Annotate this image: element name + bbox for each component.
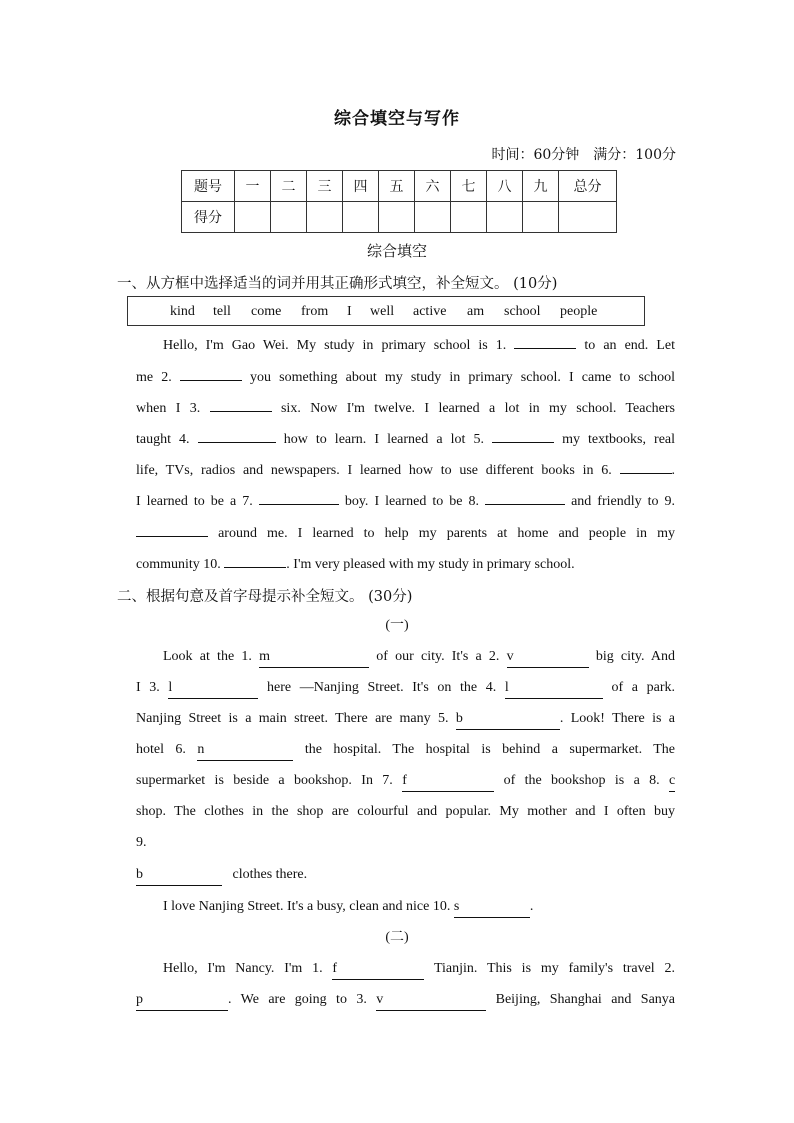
text: my textbooks, real xyxy=(562,432,676,447)
table-cell: 七 xyxy=(451,171,487,202)
text: supermarket is beside a bookshop. In 7. xyxy=(136,773,393,788)
answer-blank-1[interactable] xyxy=(514,334,576,349)
score-cell[interactable] xyxy=(415,202,451,233)
passage-line xyxy=(136,771,675,792)
passage-line xyxy=(136,428,675,450)
hint-blank-1[interactable]: m xyxy=(259,647,369,668)
word-option: am xyxy=(467,304,485,319)
hint-blank-2[interactable]: v xyxy=(507,647,589,668)
text: . We are going to 3. xyxy=(228,992,367,1007)
text: Hello, I'm Gao Wei. My study in primary school is 1. xyxy=(163,338,507,353)
text: boy. I learned to be 8. xyxy=(344,494,479,509)
text: taught 4. xyxy=(136,432,190,447)
score-cell[interactable] xyxy=(307,202,343,233)
passage-line xyxy=(136,990,675,1011)
passage-line xyxy=(163,334,675,356)
text: I love Nanjing Street. It's a busy, clean and nice 10. xyxy=(163,899,451,914)
text: . xyxy=(529,899,534,914)
passage-line xyxy=(163,959,675,980)
hint-blank-p2-2[interactable]: p xyxy=(136,990,228,1011)
word-option: from xyxy=(301,304,329,319)
table-cell: 四 xyxy=(343,171,379,202)
text: community 10. xyxy=(136,557,221,572)
score-cell[interactable] xyxy=(559,202,617,233)
answer-blank-7[interactable] xyxy=(259,490,339,505)
answer-blank-9[interactable] xyxy=(136,522,208,537)
text: Hello, I'm Nancy. I'm 1. xyxy=(163,961,323,976)
passage-line xyxy=(136,459,675,481)
passage-line xyxy=(136,366,675,388)
section1-heading: 一、从方框中选择适当的词并用其正确形式填空，补全短文。 (10分) xyxy=(117,276,558,292)
text: around me. I learned to help my parents at home and people in my xyxy=(218,526,675,541)
text: and friendly to 9. xyxy=(571,494,676,509)
table-cell: 一 xyxy=(235,171,271,202)
hint-blank-p2-1[interactable]: f xyxy=(332,959,424,980)
passage-line xyxy=(136,740,675,761)
text: clothes there. xyxy=(232,867,308,882)
text: Nanjing Street is a main street. There are many 5. xyxy=(136,711,449,726)
text: 9. xyxy=(136,835,147,850)
word-option: school xyxy=(504,304,541,319)
passage-line xyxy=(136,553,675,575)
word-option: people xyxy=(560,304,598,319)
page-title: 综合填空与写作 xyxy=(334,109,460,129)
hint-blank-3[interactable]: l xyxy=(168,678,258,699)
score-table-header-row xyxy=(182,171,617,202)
score-cell[interactable] xyxy=(523,202,559,233)
text: here —Nanjing Street. It's on the 4. xyxy=(267,680,497,695)
section2-heading: 二、根据句意及首字母提示补全短文。 (30分) xyxy=(117,589,413,605)
text: me 2. xyxy=(136,370,172,385)
part1-label: (一) xyxy=(385,618,409,633)
score-cell[interactable] xyxy=(235,202,271,233)
score-cell[interactable] xyxy=(487,202,523,233)
text: of a park. xyxy=(611,680,675,695)
text: . xyxy=(671,463,676,478)
text: the hospital. The hospital is behind a supermarket. The xyxy=(304,742,676,757)
table-cell: 总分 xyxy=(559,171,617,202)
score-cell[interactable] xyxy=(451,202,487,233)
text: shop. The clothes in the shop are colourful and popular. My mother and I often buy xyxy=(136,804,675,819)
hint-blank-4[interactable]: l xyxy=(505,678,603,699)
text: big city. And xyxy=(595,649,676,664)
text: Tianjin. This is my family's travel 2. xyxy=(433,961,676,976)
passage-line xyxy=(163,897,675,918)
word-option: kind xyxy=(170,304,195,319)
text: to an end. Let xyxy=(584,338,676,353)
passage-line xyxy=(136,678,675,699)
word-option: tell xyxy=(213,304,231,319)
score-cell[interactable] xyxy=(379,202,415,233)
text: . I'm very pleased with my study in primary school. xyxy=(286,557,575,572)
word-option: come xyxy=(251,304,282,319)
table-cell: 八 xyxy=(487,171,523,202)
passage-line xyxy=(136,709,675,730)
text: hotel 6. xyxy=(136,742,186,757)
text: . Look! There is a xyxy=(559,711,676,726)
answer-blank-2[interactable] xyxy=(180,366,242,381)
hint-blank-5[interactable]: b xyxy=(456,709,560,730)
table-cell: 三 xyxy=(307,171,343,202)
text: I learned to be a 7. xyxy=(136,494,253,509)
answer-blank-6[interactable] xyxy=(620,459,672,474)
text: you something about my study in primary school. I came to school xyxy=(250,370,676,385)
text: Beijing, Shanghai and Sanya xyxy=(495,992,676,1007)
text: when I 3. xyxy=(136,401,201,416)
table-cell: 二 xyxy=(271,171,307,202)
answer-blank-4[interactable] xyxy=(198,428,276,443)
answer-blank-3[interactable] xyxy=(210,397,272,412)
answer-blank-8[interactable] xyxy=(485,490,565,505)
hint-blank-8[interactable]: c xyxy=(669,771,675,792)
part2-label: (二) xyxy=(385,930,409,945)
table-cell: 得分 xyxy=(182,202,235,233)
text: of our city. It's a 2. xyxy=(376,649,500,664)
table-cell: 六 xyxy=(415,171,451,202)
hint-blank-7[interactable]: f xyxy=(402,771,494,792)
passage-line xyxy=(136,522,675,544)
table-cell: 九 xyxy=(523,171,559,202)
score-table xyxy=(181,170,617,233)
hint-blank-10[interactable]: s xyxy=(454,897,530,918)
hint-blank-p2-3[interactable]: v xyxy=(376,990,486,1011)
text: of the bookshop is a 8. xyxy=(503,773,660,788)
passage-line xyxy=(136,490,675,512)
word-box xyxy=(127,296,645,326)
hint-blank-9[interactable]: b xyxy=(136,865,222,886)
word-option: I xyxy=(347,304,352,319)
hint-blank-6[interactable]: n xyxy=(197,740,293,761)
text: how to learn. I learned a lot 5. xyxy=(283,432,484,447)
word-option: well xyxy=(370,304,395,319)
passage-line xyxy=(163,647,675,668)
passage-line xyxy=(136,397,675,419)
table-cell: 五 xyxy=(379,171,415,202)
text: Look at the 1. xyxy=(163,649,252,664)
text: six. Now I'm twelve. I learned a lot in my school. Teachers xyxy=(280,401,675,416)
score-cell[interactable] xyxy=(343,202,379,233)
text: I 3. xyxy=(136,680,160,695)
time-info: 时间：60分钟 满分：100分 xyxy=(491,147,676,163)
section-subtitle: 综合填空 xyxy=(366,242,427,260)
score-cell[interactable] xyxy=(271,202,307,233)
table-cell: 题号 xyxy=(182,171,235,202)
score-table-score-row xyxy=(182,202,617,233)
answer-blank-5[interactable] xyxy=(492,428,554,443)
passage-line xyxy=(136,833,675,853)
text: life, TVs, radios and newspapers. I learned how to use different books in 6. xyxy=(136,463,612,478)
answer-blank-10[interactable] xyxy=(224,553,286,568)
passage-line xyxy=(136,802,675,822)
passage-line xyxy=(136,865,675,886)
word-option: active xyxy=(413,304,447,319)
